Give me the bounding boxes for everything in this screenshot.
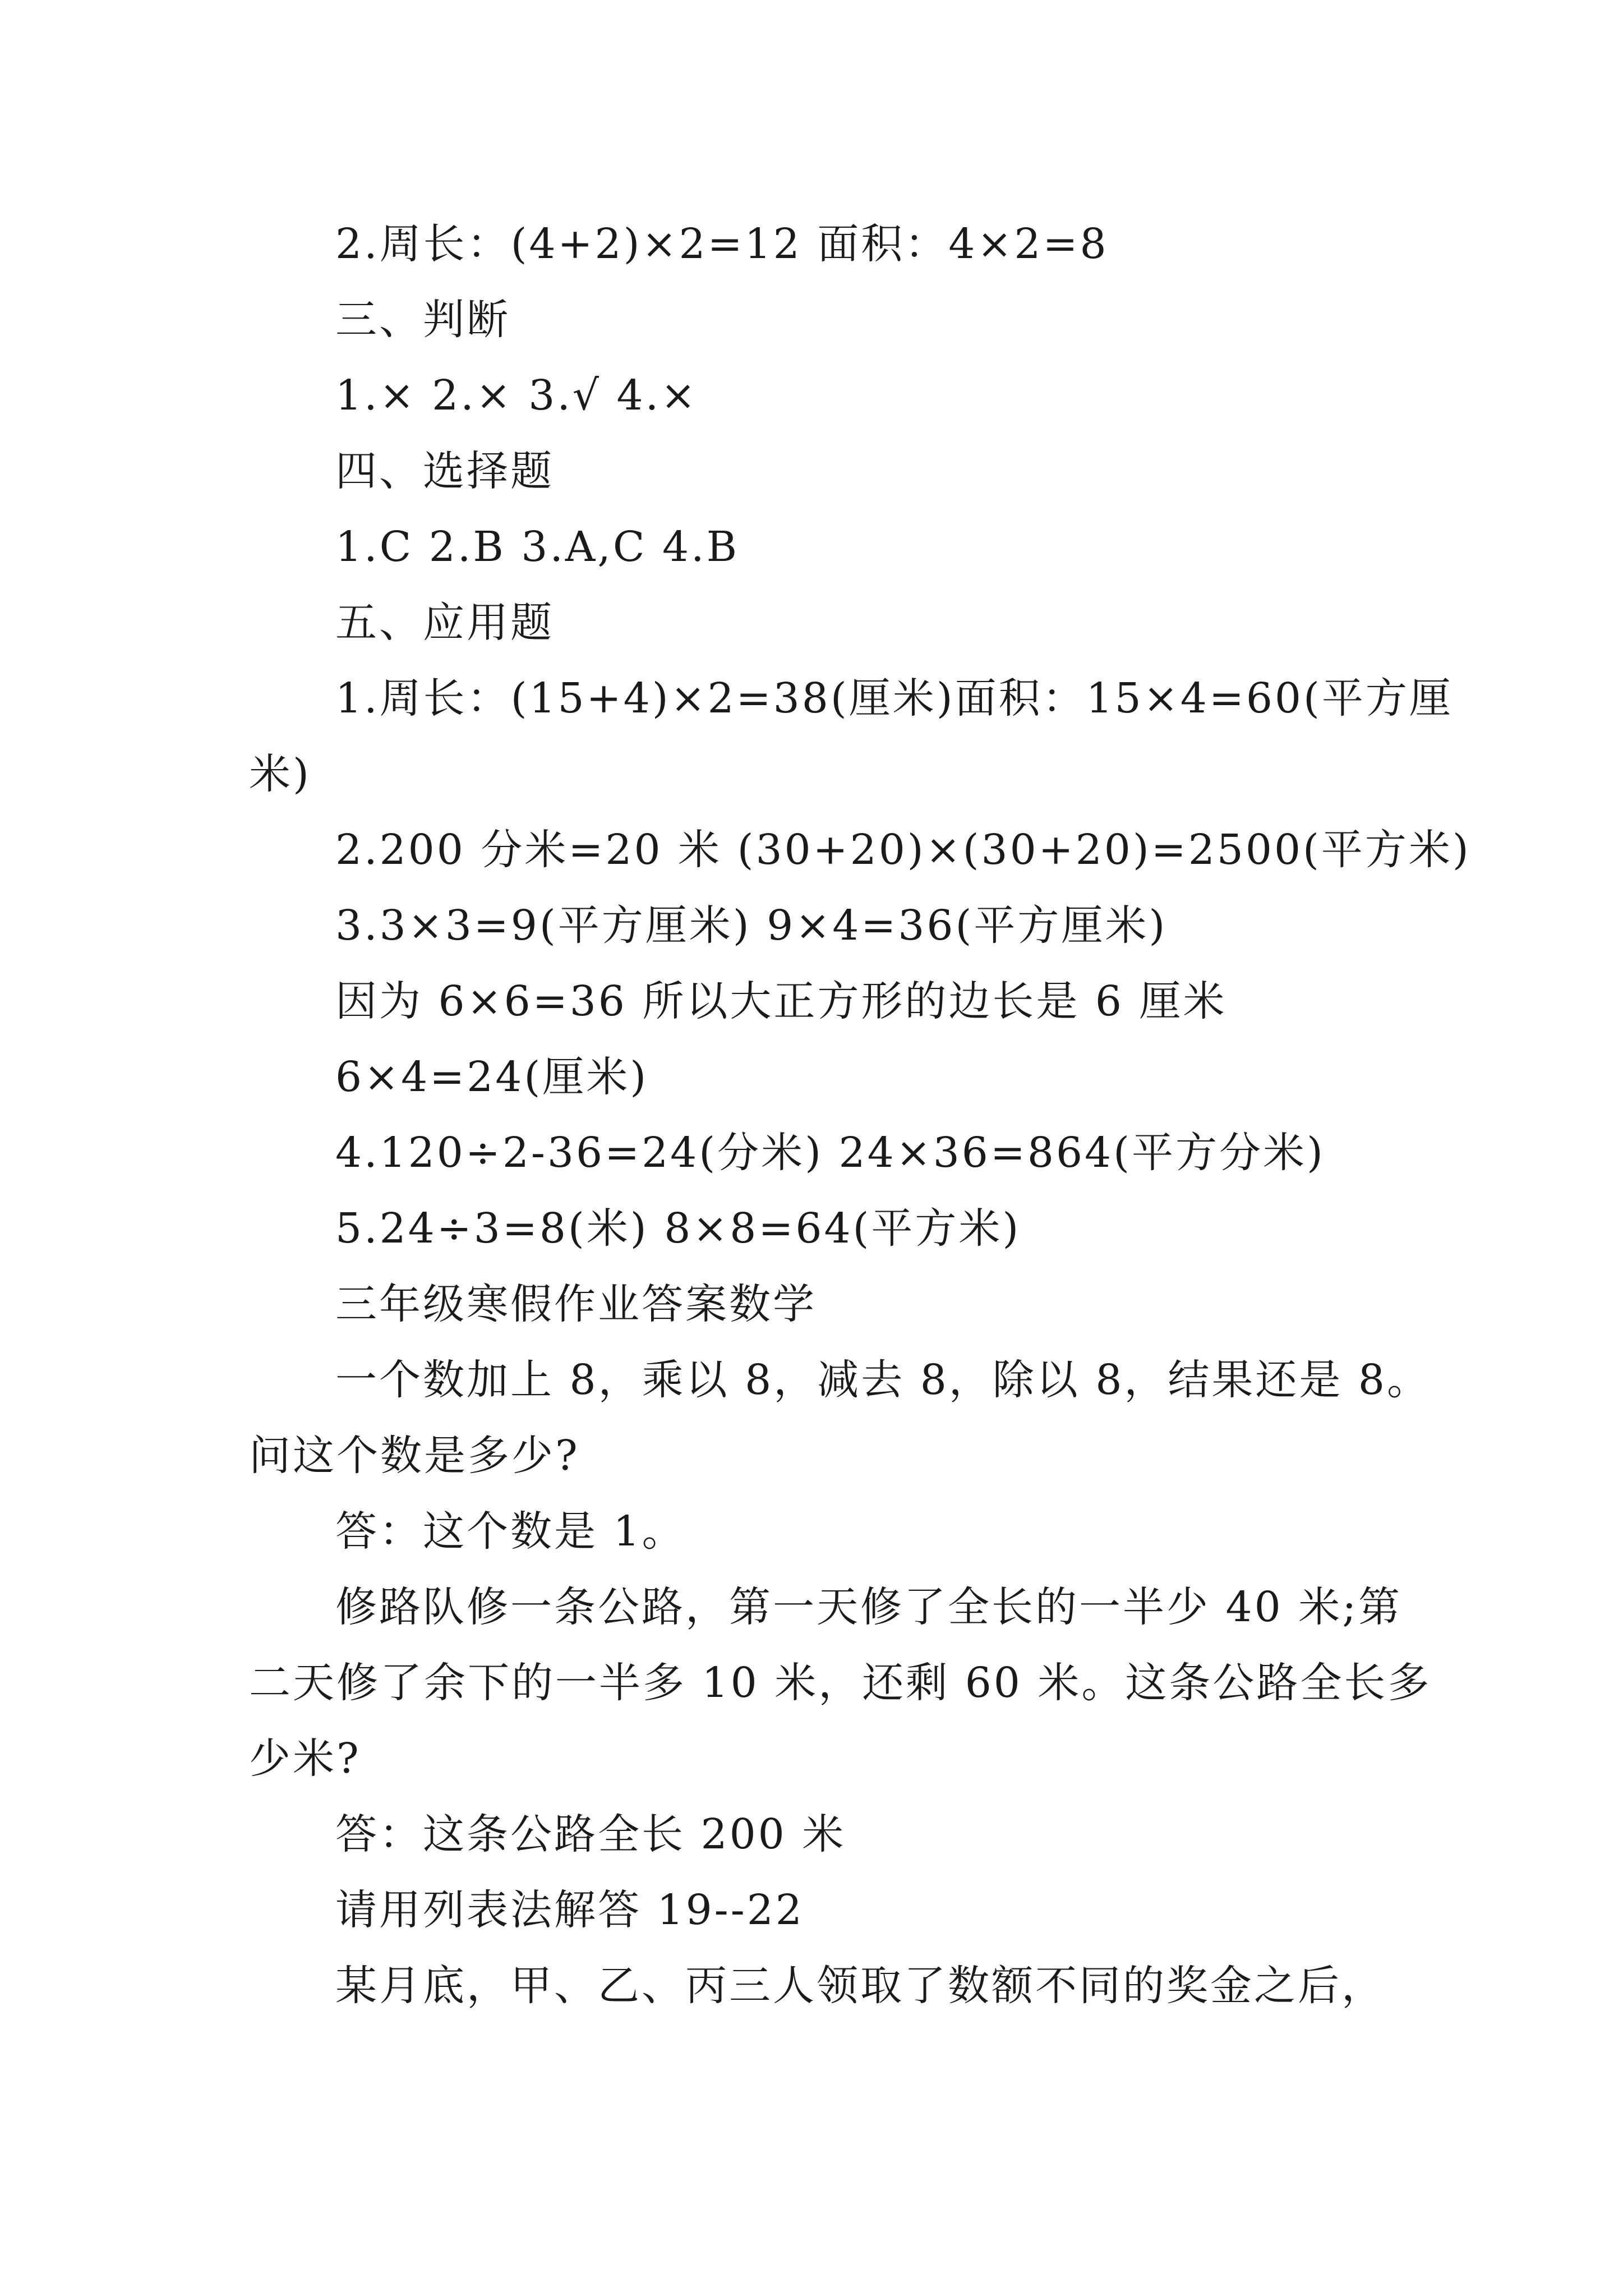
answer-line-applied-3-result: 6×4=24(厘米) [335, 1053, 649, 1101]
question-line-road-cont: 二天修了余下的一半多 10 米，还剩 60 米。这条公路全长多 [249, 1659, 1432, 1707]
answer-line-number-puzzle: 答：这个数是 1。 [335, 1507, 686, 1556]
question-line-road-cont-2: 少米? [249, 1734, 361, 1783]
instruction-line-table-method: 请用列表法解答 19--22 [335, 1886, 804, 1934]
answer-line-applied-1-cont: 米) [249, 750, 311, 798]
question-line-bonus: 某月底，甲、乙、丙三人领取了数额不同的奖金之后， [335, 1962, 1385, 2010]
answer-line-applied-3: 3.3×3=9(平方厘米) 9×4=36(平方厘米) [335, 901, 1168, 950]
answer-line-judgment: 1.× 2.× 3.√ 4.× [335, 371, 698, 420]
answer-line-applied-4: 4.120÷2-36=24(分米) 24×36=864(平方分米) [335, 1129, 1325, 1177]
answer-line-applied-1: 1.周长：(15+4)×2=38(厘米)面积：15×4=60(平方厘 [335, 674, 1453, 723]
question-line-number-puzzle: 一个数加上 8，乘以 8，减去 8，除以 8，结果还是 8。 [335, 1356, 1431, 1404]
section-heading-multiple-choice: 四、选择题 [335, 447, 554, 495]
answer-line-road: 答：这条公路全长 200 米 [335, 1810, 846, 1858]
section-heading-judgment: 三、判断 [335, 296, 510, 344]
answer-line-applied-2: 2.200 分米=20 米 (30+20)×(30+20)=2500(平方米) [335, 826, 1471, 874]
answer-line-applied-5: 5.24÷3=8(米) 8×8=64(平方米) [335, 1204, 1021, 1253]
answer-line-perimeter-area-2: 2.周长：(4+2)×2=12 面积：4×2=8 [335, 220, 1109, 268]
answer-line-multiple-choice: 1.C 2.B 3.A,C 4.B [335, 523, 739, 571]
section-title-winter-homework: 三年级寒假作业答案数学 [335, 1280, 817, 1328]
answer-line-applied-3-reason: 因为 6×6=36 所以大正方形的边长是 6 厘米 [335, 977, 1227, 1025]
question-line-road: 修路队修一条公路，第一天修了全长的一半少 40 米;第 [335, 1583, 1403, 1631]
question-line-number-puzzle-cont: 问这个数是多少? [249, 1432, 580, 1480]
section-heading-applied-problems: 五、应用题 [335, 599, 554, 647]
